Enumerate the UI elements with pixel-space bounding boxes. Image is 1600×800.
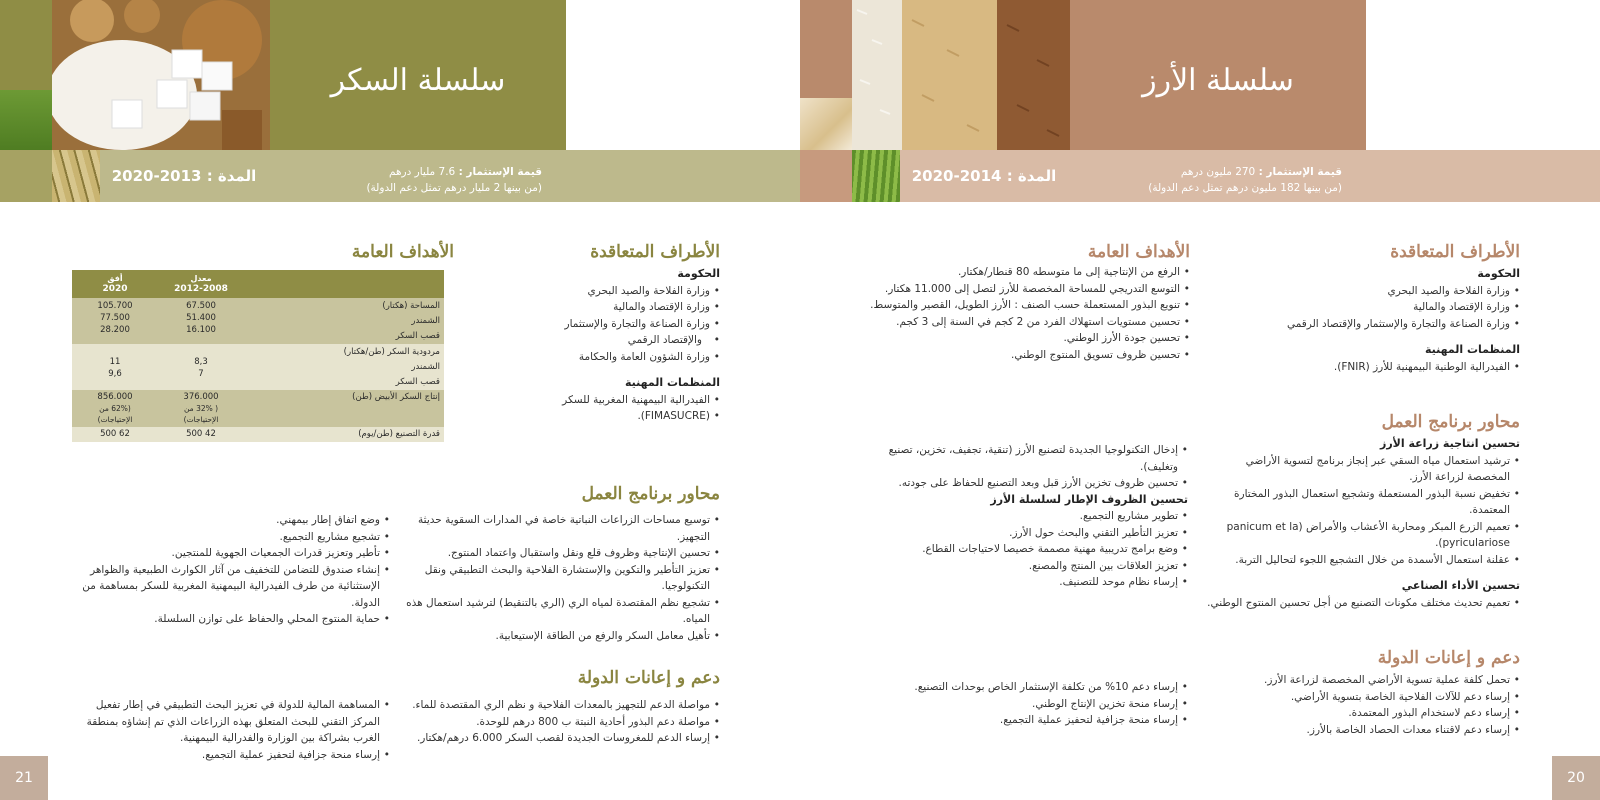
list-item: • وزارة الصناعة والتجارة والإستثمار	[535, 316, 720, 333]
sugarcane-photo	[52, 150, 100, 202]
list-item: • التوسع التدريجي للمساحة المخصصة للأرز لتصل إلى 11.000 هكتار.	[860, 281, 1190, 298]
list-item: • تحسين ظروف تخزين الأرز قبل وبعد التصنيع للحفاظ على جودته.	[868, 475, 1188, 492]
list-item: • وضع برامج تدريبية مهنية مصممة خصيصا لاحتياجات القطاع.	[868, 541, 1188, 558]
list-item: • إرساء دعم للآلات الفلاحية الخاصة بتسوية الأراضي.	[1200, 689, 1520, 706]
rice-grains-photo	[852, 0, 1070, 150]
rice-goals	[860, 240, 1190, 363]
section-heading: الأهداف العامة	[351, 242, 454, 262]
list-item: • إرساء دعم لاستخدام البذور المعتمدة.	[1200, 705, 1520, 722]
list-item: • إرساء منحة جزافية لتحفيز عملية التجميع.	[76, 747, 390, 764]
list-item: • ترشيد استعمال مياه السقي عبر إنجاز برنامج لتسوية الأراضي المخصصة لزراعة الأرز.	[1200, 453, 1520, 486]
list-item: • إرساء منحة جزافية لتحفيز عملية التجميع.	[868, 712, 1188, 729]
sugar-cubes-photo	[52, 0, 270, 150]
table-row: المساحة (هكتار) الشمندر قصب السكر 67.500 51.400 16.100 105.700 77.500 28.200	[72, 298, 444, 344]
list-item: • توسيع مساحات الزراعات النباتية خاصة في المدارات السقوية حديثة التجهيز.	[402, 512, 720, 545]
rice-period: المدة : 2014-2020	[911, 167, 1057, 185]
list-item: • تحسين جودة الأرز الوطني.	[860, 330, 1190, 347]
list-item: • تحسين مستويات استهلاك الفرد من 2 كجم في السنة إلى 3 كجم.	[860, 314, 1190, 331]
sugar-support-heading: دعم و إعانات الدولة	[577, 668, 720, 688]
list-item: • وزارة الصناعة والتجارة والإستثمار والإقتصاد الرقمي	[1240, 316, 1520, 333]
sugar-period: المدة : 2013-2020	[111, 167, 257, 185]
list-item: • الرفع من الإنتاجية إلى ما متوسطه 80 قنطار/هكتار.	[860, 264, 1190, 281]
list-item: • الفيدرالية الوطنية البيمهنية للأرز (FNIR).	[1240, 359, 1520, 376]
list-item-cont: • (FIMASUCRE).	[535, 408, 720, 425]
table-header: معدل 2012-2008 أفق 2020	[72, 270, 444, 298]
sugar-support-right	[402, 697, 720, 747]
rice-support-left	[868, 679, 1188, 729]
gov-label: الحكومة	[677, 267, 720, 280]
list-item: • حماية المنتوج المحلي والحفاظ على توازن السلسلة.	[76, 611, 390, 628]
list-item: • إرساء دعم 10% من تكلفة الإستثمار الخاص بوحدات التصنيع.	[868, 679, 1188, 696]
list-item: • تعزيز العلاقات بين المنتج والمصنع.	[868, 558, 1188, 575]
rice-title: سلسلة الأرز	[1142, 62, 1294, 98]
list-item: • إرساء دعم لاقتناء معدات الحصاد الخاصة بالأرز.	[1200, 722, 1520, 739]
section-heading: دعم و إعانات الدولة	[1377, 648, 1520, 668]
list-item: • وزارة الشؤون العامة والحكامة	[535, 349, 720, 366]
subheading: تحسين الأداء الصناعي	[1401, 579, 1520, 592]
page-number-left: 21	[0, 756, 48, 800]
section-heading: الأهداف العامة	[1087, 242, 1190, 262]
sugar-goals-table	[72, 270, 444, 442]
list-item: • وضع اتفاق إطار بيمهني.	[76, 512, 390, 529]
field-photo	[0, 0, 52, 150]
list-item: • إرساء نظام موحد للتصنيف.	[868, 574, 1188, 591]
table-row: إنتاج السكر الأبيض (طن) 376.000 ( 32% من الإحتياجات) 856.000 (62% من الإحتياجات)	[72, 390, 444, 427]
sugar-axes-heading: محاور برنامج العمل	[581, 484, 720, 504]
section-heading: محاور برنامج العمل	[1381, 412, 1520, 432]
list-item: • تشجيع مشاريع التجميع.	[76, 529, 390, 546]
list-item: • إدخال التكنولوجيا الجديدة لتصنيع الأرز (تنقية، تجفيف، تخزين، تصنيع وتغليف).	[868, 442, 1188, 475]
org-label: المنظمات المهنية	[624, 376, 720, 389]
list-item: • تنويع البذور المستعملة حسب الصنف : الأرز الطويل، القصير والمتوسط.	[860, 297, 1190, 314]
rice-axes-right	[1200, 410, 1520, 611]
list-item: • تحسين الإنتاجية وظروف قلع ونقل واستقبال واعتماد المنتوج.	[402, 545, 720, 562]
section-heading: الأطراف المتعاقدة	[1390, 242, 1520, 262]
list-item: • مواصلة دعم البذور أحادية النبتة ب 800 درهم للوحدة.	[402, 714, 720, 731]
list-item: • تأطير وتعزيز قدرات الجمعيات الجهوية للمنتجين.	[76, 545, 390, 562]
list-item: • وزارة الفلاحة والصيد البحري	[1240, 283, 1520, 300]
list-item: • تأهيل معامل السكر والرفع من الطاقة الإستيعابية.	[402, 628, 720, 645]
list-item: • المساهمة المالية للدولة في تعزيز البحث التطبيقي في إطار تفعيل المركز التقني للبحث المتعلق بهذه الزراعات الذي تم إنشاؤه بمنطقة الغرب بشراكة بين الوزارة والفدرالية البيمهنية.	[76, 697, 390, 747]
table-row: قدرة التصنيع (طن/يوم) 42 500 62 500	[72, 427, 444, 442]
sugar-parties	[535, 240, 720, 425]
list-item: • إنشاء صندوق للتضامن للتخفيف من آثار الكوارث الطبيعية والظواهر الإستثنائية من طرف الفيدرالية البيمهنية المغربية للسكر بمساهمة من الدولة.	[76, 562, 390, 612]
list-item: • تحمل كلفة عملية تسوية الأراضي المخصصة لزراعة الأرز.	[1200, 672, 1520, 689]
list-item: • إرساء الدعم للمغروسات الجديدة لقصب السكر 6.000 درهم/هكتار.	[402, 730, 720, 747]
list-item: • تعزيز التأطير التقني والبحث حول الأرز.	[868, 525, 1188, 542]
sugar-support-left	[76, 697, 390, 763]
page-number-right: 20	[1552, 756, 1600, 800]
rice-stalk-photo	[800, 98, 852, 150]
list-item: • وزارة الفلاحة والصيد البحري	[535, 283, 720, 300]
list-item: • تعزيز التأطير والتكوين والإستشارة الفلاحية والبحث التطبيقي ونقل التكنولوجيا.	[402, 562, 720, 595]
table-row: مردودية السكر (طن/هكتار) الشمندر قصب السكر 8,3 7 11 9,6	[72, 344, 444, 390]
rice-investment: قيمة الإستثمار : 270 مليون درهم (من بينها 182 مليون درهم تمثل دعم الدولة)	[1148, 166, 1342, 194]
list-item: • تحسين ظروف تسويق المنتوج الوطني.	[860, 347, 1190, 364]
rice-parties	[1240, 240, 1520, 375]
rice-field-photo	[852, 150, 900, 202]
list-item-cont: • والإقتصاد الرقمي	[535, 332, 720, 349]
list-item: • وزارة الإقتصاد والمالية	[1240, 299, 1520, 316]
list-item: • عقلنة استعمال الأسمدة من خلال التشجيع اللجوء لتحاليل التربة.	[1200, 552, 1520, 569]
subheading: تحسين انتاجية زراعة الأرز	[1380, 437, 1520, 450]
rice-support-right	[1200, 646, 1520, 738]
sugar-axes-left	[76, 512, 390, 628]
sugar-investment: قيمة الإستثمار : 7.6 مليار درهم (من بينها 2 مليار درهم تمثل دعم الدولة)	[366, 166, 542, 194]
list-item: • مواصلة الدعم للتجهيز بالمعدات الفلاحية و نظم الري المقتصدة للماء.	[402, 697, 720, 714]
subheading: تحسين الظروف الإطار لسلسلة الأرز	[990, 492, 1188, 506]
list-item: • وزارة الإقتصاد والمالية	[535, 299, 720, 316]
list-item: • تشجيع نظم المقتصدة لمياه الري (الري بالتنقيط) لترشيد استعمال هذه المياه.	[402, 595, 720, 628]
list-item: • الفيدرالية البيمهنية المغربية للسكر	[535, 392, 720, 409]
org-label: المنظمات المهنية	[1424, 343, 1520, 356]
list-item: • تعميم تحديث مختلف مكونات التصنيع من أجل تحسين المنتوج الوطني.	[1200, 595, 1520, 612]
rice-axes-left	[868, 442, 1188, 591]
list-item: • تطوير مشاريع التجميع.	[868, 508, 1188, 525]
sugar-axes-right	[402, 512, 720, 644]
list-item: • إرساء منحة تخزين الإنتاج الوطني.	[868, 696, 1188, 713]
sugar-title: سلسلة السكر	[330, 62, 506, 98]
list-item: • تخفيض نسبة البذور المستعملة وتشجيع استعمال البذور المختارة المعتمدة.	[1200, 486, 1520, 519]
gov-label: الحكومة	[1477, 267, 1520, 280]
list-item: • تعميم الزرع المبكر ومحاربة الأعشاب والأمراض (panicum et la pyriculariose).	[1200, 519, 1520, 552]
section-heading: الأطراف المتعاقدة	[590, 242, 720, 262]
